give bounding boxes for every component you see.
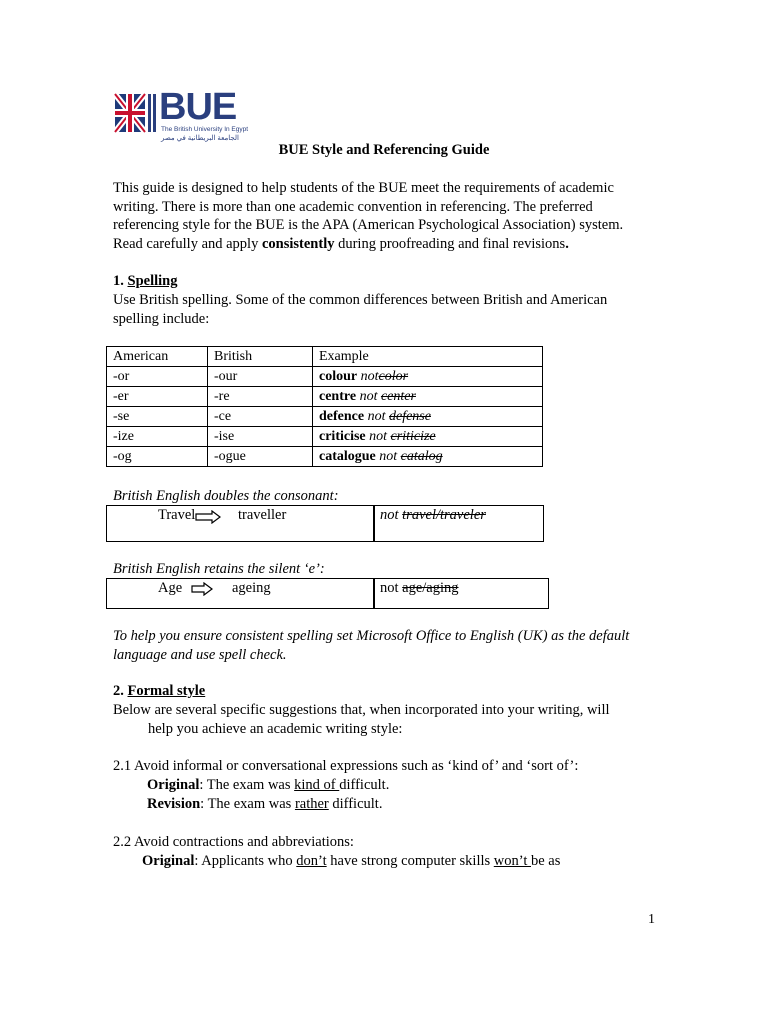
- rule-2-1-revision: Revision: The exam was rather difficult.: [147, 796, 383, 812]
- page-title: BUE Style and Referencing Guide: [278, 142, 490, 158]
- doubles-from: Travel: [158, 507, 196, 523]
- intro-line: writing. There is more than one academic convention in referencing. The preferred: [113, 198, 593, 215]
- table-row: -or -our colour notcolor: [107, 367, 543, 387]
- column-header: British: [208, 347, 313, 367]
- right-arrow-icon: [195, 510, 221, 524]
- intro-line: referencing style for the BUE is the APA (American Psychological Association) system.: [113, 217, 624, 234]
- silent-from: Age: [158, 580, 183, 596]
- silent-wrong: not age/aging: [380, 580, 459, 596]
- rule-2-2-original: Original: Applicants who don’t have strong computer skills won’t be as: [142, 853, 561, 869]
- rule-2-2: 2.2 Avoid contractions and abbreviations:: [113, 834, 354, 850]
- doubles-wrong: not travel/traveler: [380, 507, 486, 523]
- spelling-section-heading: 1. Spelling: [113, 273, 178, 289]
- rule-2-1: 2.1 Avoid informal or conversational expressions such as ‘kind of’ and ‘sort of’:: [113, 758, 579, 774]
- column-header: Example: [313, 347, 543, 367]
- doubles-example-box: [106, 505, 544, 542]
- bue-logo: [113, 86, 263, 144]
- formal-section-heading: 2. Formal style: [113, 683, 206, 699]
- intro-line: This guide is designed to help students of the BUE meet the requirements of academic: [113, 180, 614, 196]
- silent-example-box: [106, 578, 549, 609]
- rule-2-1-original: Original: The exam was kind of difficult.: [147, 777, 390, 793]
- table-row: -og -ogue catalogue not catalog: [107, 447, 543, 467]
- silent-caption: British English retains the silent ‘e’:: [113, 561, 325, 577]
- logo-tagline-english: The British University In Egypt: [161, 126, 249, 133]
- spelling-intro: Use British spelling. Some of the common differences between British and American spelling include:: [113, 292, 608, 327]
- spelling-table: [106, 346, 543, 467]
- doubles-caption: British English doubles the consonant:: [113, 488, 339, 504]
- logo-tagline-arabic: الجامعة البريطانية في مصر: [161, 135, 239, 142]
- silent-to: ageing: [232, 580, 271, 596]
- emphasis-text: consistently: [261, 235, 335, 252]
- page-number: 1: [648, 912, 655, 927]
- intro-paragraph: [113, 179, 668, 253]
- table-row: -er -re centre not center: [107, 387, 543, 407]
- spell-check-tip: To help you ensure consistent spelling set Microsoft Office to English (UK) as the default language and use spell check.: [113, 628, 630, 663]
- formal-intro: Below are several specific suggestions that, when incorporated into your writing, will help you achieve an academic writing style:: [113, 702, 610, 737]
- table-row: -se -ce defence not defense: [107, 407, 543, 427]
- column-header: American: [107, 347, 208, 367]
- right-arrow-icon: [191, 582, 213, 596]
- intro-line: Read carefully and apply consistently during proofreading and final revisions.: [113, 235, 569, 252]
- table-row: -ize -ise criticise not criticize: [107, 427, 543, 447]
- table-header-row: [107, 347, 543, 367]
- logo-letters: BUE: [159, 86, 237, 128]
- doubles-to: traveller: [238, 507, 287, 523]
